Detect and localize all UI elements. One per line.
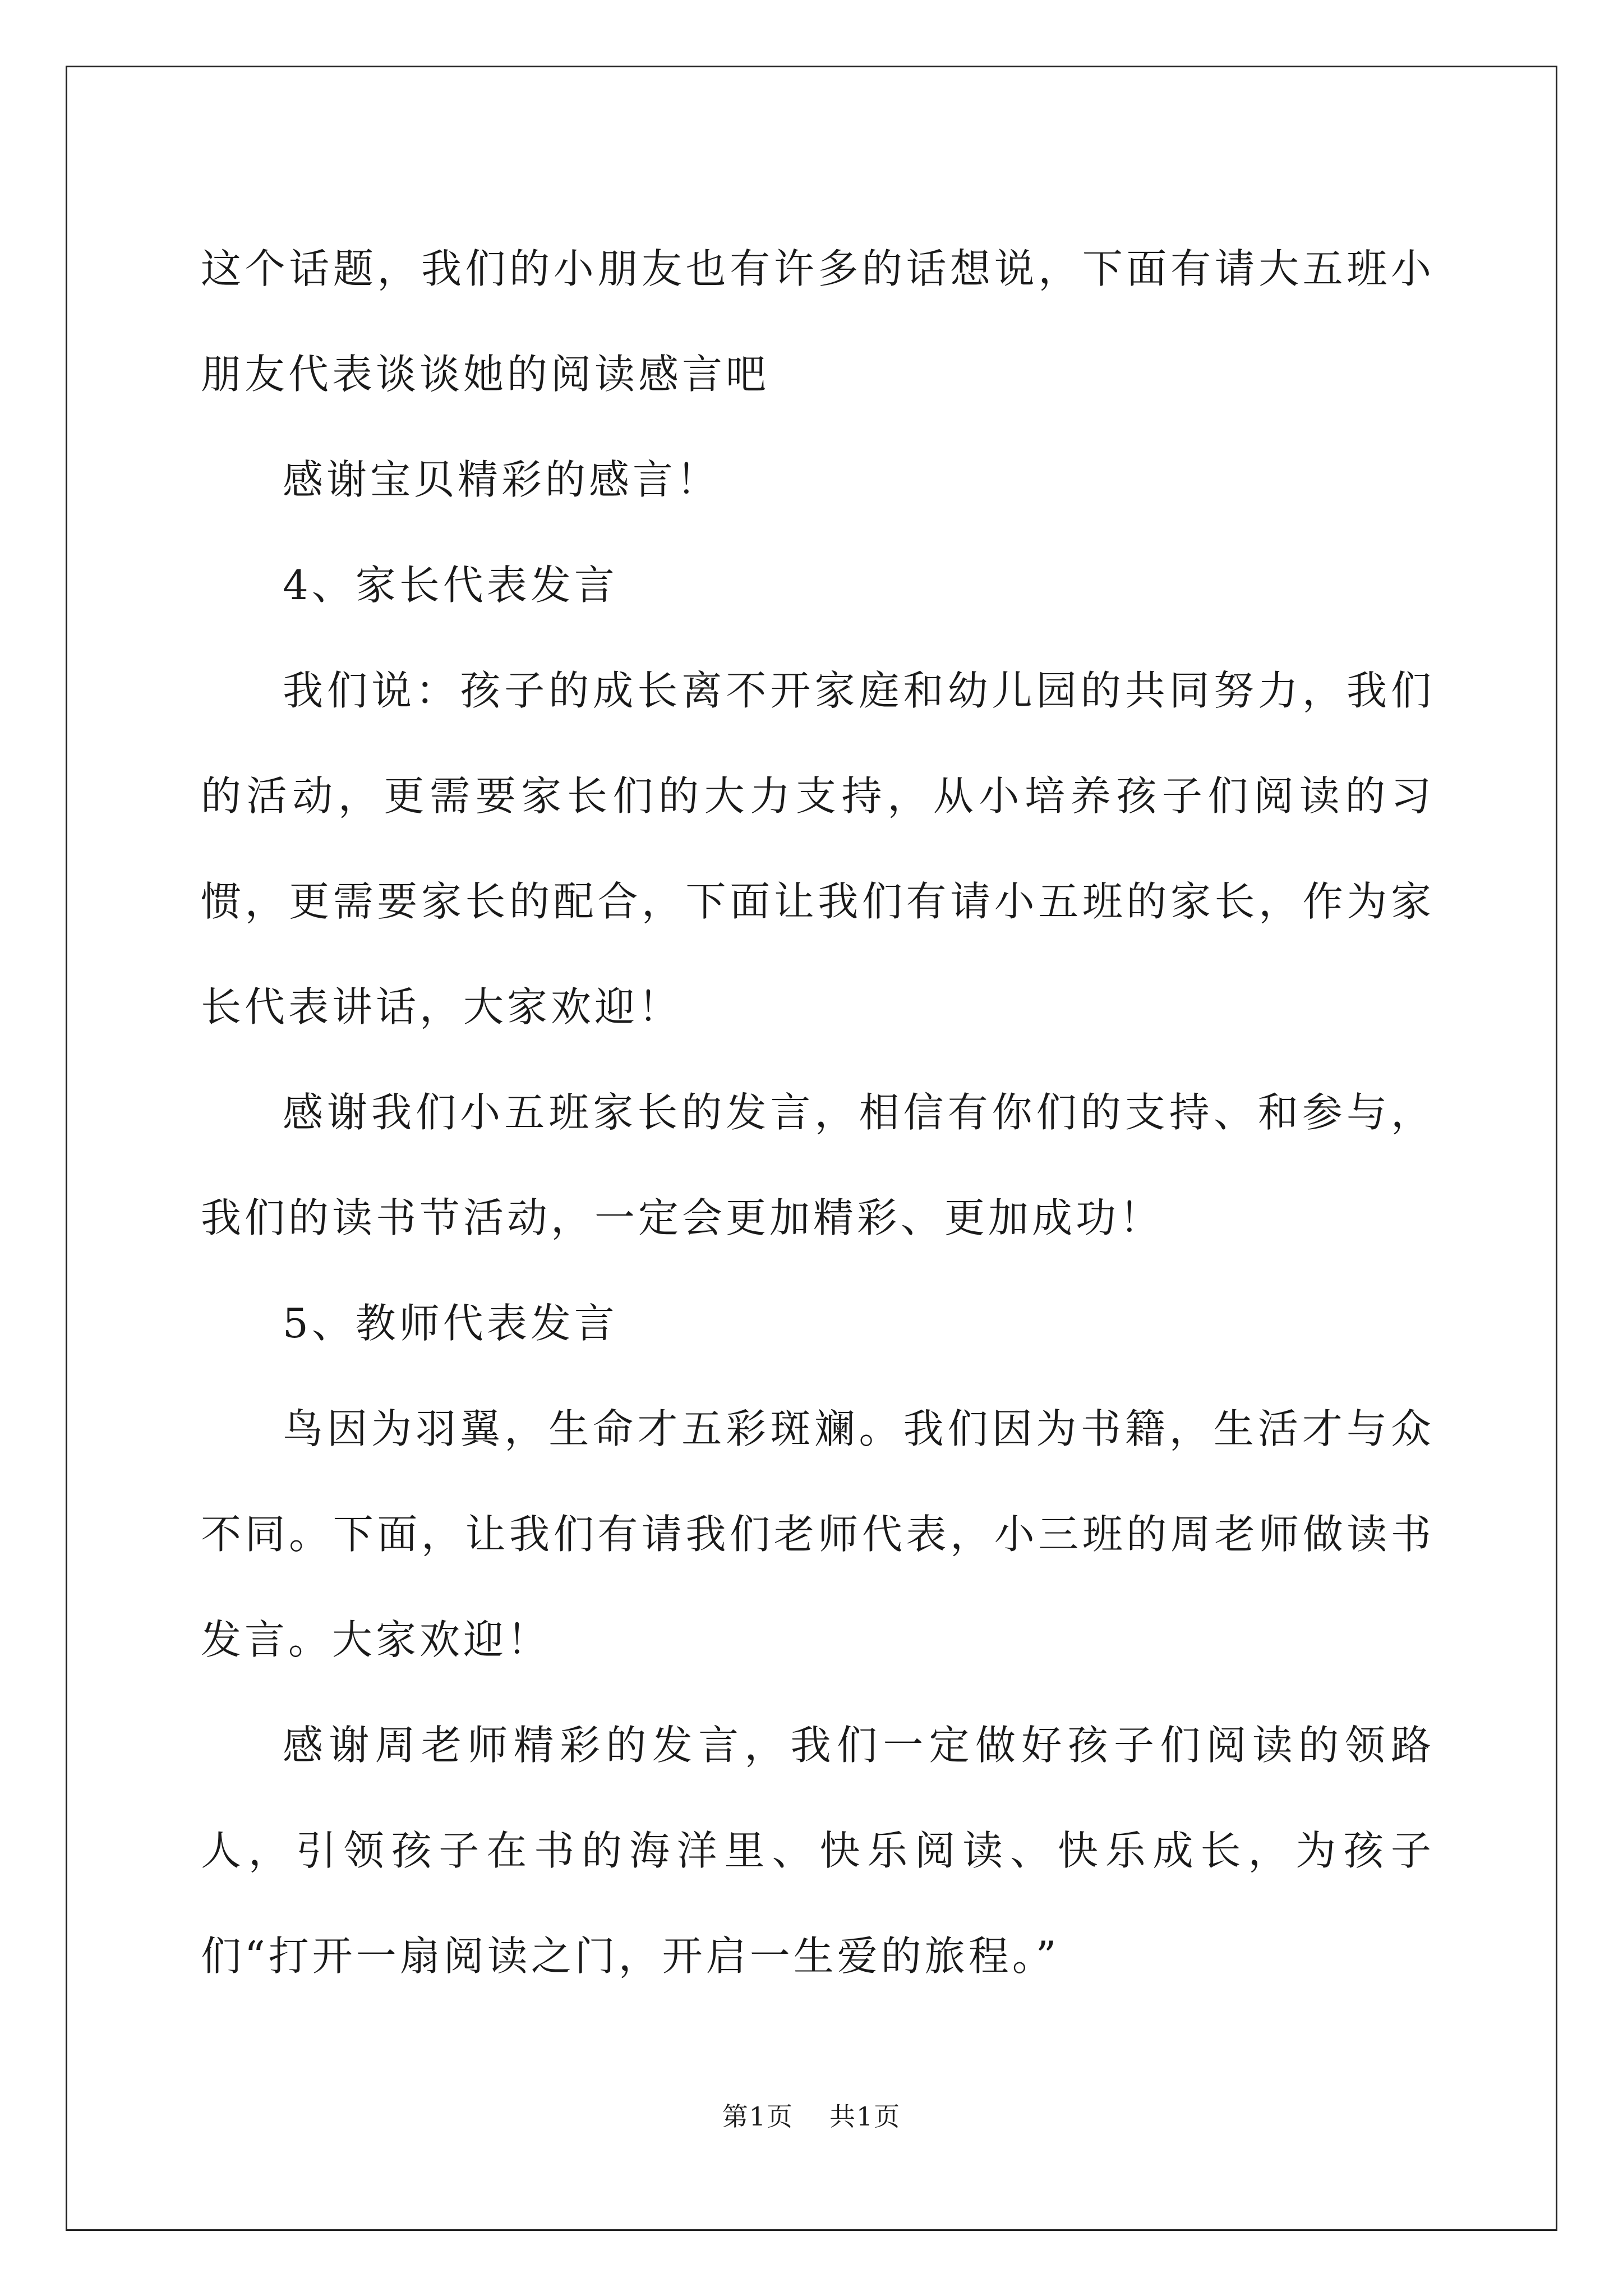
paragraph-2: 感谢宝贝精彩的感言！ <box>283 456 721 503</box>
paragraph-1: 这个话题，我们的小朋友也有许多的话想说，下面有请大五班小朋友代表谈谈她的阅读感言吧 <box>201 245 1435 398</box>
section-heading-parent-speech: 4、家长代表发言 <box>283 562 618 609</box>
paragraph-8: 感谢周老师精彩的发言，我们一定做好孩子们阅读的领路人，引领孩子在书的海洋里、快乐阅读、快乐成长，为孩子们“打开一扇阅读之门，开启一生爱的旅程。” <box>201 1722 1435 1980</box>
page-total: 共1页 <box>829 2101 901 2132</box>
paragraph-4: 我们说：孩子的成长离不开家庭和幼儿园的共同努力，我们的活动，更需要家长们的大力支持，从小培养孩子们阅读的习惯，更需要家长的配合，下面让我们有请小五班的家长，作为家长代表讲话，大家欢迎！ <box>201 667 1435 1030</box>
page-number: 第1页 <box>722 2101 794 2132</box>
document-body <box>201 216 1435 2009</box>
page-footer <box>0 2100 1623 2133</box>
paragraph-7: 鸟因为羽翼，生命才五彩斑斓。我们因为书籍，生活才与众不同。下面，让我们有请我们老师代表，小三班的周老师做读书发言。大家欢迎！ <box>201 1405 1435 1663</box>
section-heading-teacher-speech: 5、教师代表发言 <box>283 1300 618 1347</box>
paragraph-5: 感谢我们小五班家长的发言，相信有你们的支持、和参与，我们的读书节活动，一定会更加精彩、更加成功！ <box>201 1089 1435 1241</box>
